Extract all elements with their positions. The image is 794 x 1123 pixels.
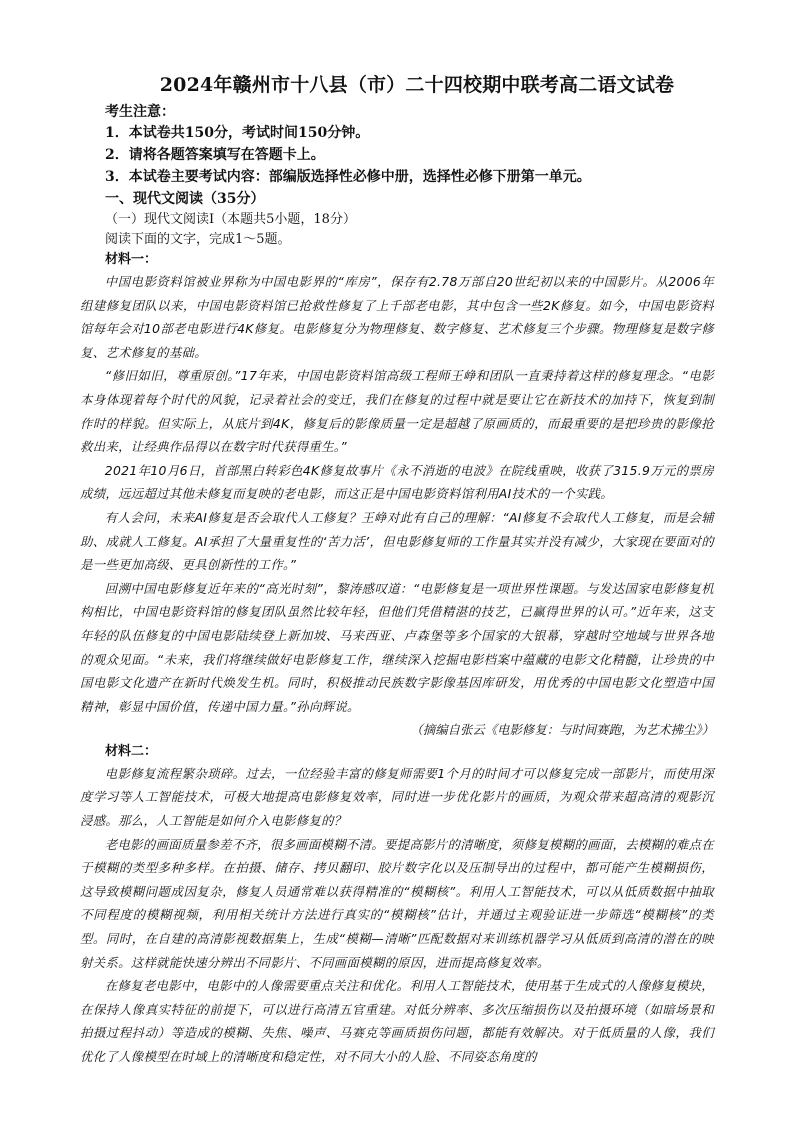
paragraph: 老电影的画面质量参差不齐，很多画面模糊不清。要提高影片的清晰度，须修复模糊的画面，去模糊的难点在于模糊的类型多种多样。在拍摄、储存、拷贝翻印、胶片数字化以及压制导出的过程中，都可能产生模糊损伤，这导致模糊问题成因复杂，修复人员通常难以获得精准的“模糊核”。利用人工智能技术，可以从低质数据中抽取不同程度的模糊视频，利用相关统计方法进行真实的“模糊核”估计，并通过主观验证进一步筛选“模糊核”的类型。同时，在自建的高清影视数据集上，生成“模糊—清晰”匹配数据对来训练机器学习从低质到高清的潜在的映射关系。这样就能快速分辨出不同影片、不同画面模糊的原因，进而提高修复效率。 [80, 836, 714, 970]
paragraph: 2021年10月6日，首部黑白转彩色4K修复故事片《永不消逝的电波》在院线重映，收获了315.9万元的票房成绩，远远超过其他未修复而复映的老电影，而这正是中国电影资料馆利用AI技术的一个实践。 [80, 462, 714, 502]
subsection-heading: （一）现代文阅读Ⅰ（本题共5小题，18分） [105, 212, 356, 227]
paragraph: 有人会问，未来AI修复是否会取代人工修复？王峥对此有自己的理解：“AI修复不会取代人工修复，而是会辅助、成就人工修复。AI承担了大量重复性的‘苦力活’，但电影修复师的工作量其实并没有减少，大家现在要面对的是一些更加高级、更具创新性的工作。” [80, 509, 714, 573]
exam-title: 2024年赣州市十八县（市）二十四校期中联考高二语文试卷 [159, 74, 675, 96]
notice-item: 1．本试卷共150分，考试时间150分钟。 [105, 125, 370, 141]
paragraph: “修旧如旧，尊重原创。”17年来，中国电影资料馆高级工程师王峥和团队一直秉持着这样的修复理念。“电影本身体现着每个时代的风貌，记录着社会的变迁，我们在修复的过程中就是要让它在新技术的加持下，恢复到制作时的样貌。但实际上，从底片到4K，修复后的影像质量一定是超越了原画质的，而最重要的是把珍贵的影像抢救出来，让经典作品得以在数字时代获得重生。” [80, 368, 714, 455]
paragraph: 在修复老电影中，电影中的人像需要重点关注和优化。利用人工智能技术，使用基于生成式的人像修复模块，在保持人像真实特征的前提下，可以进行高清五官重建。对低分辨率、多次压缩损伤以及拍摄环境（如暗场景和拍摄过程抖动）等造成的模糊、失焦、噪声、马赛克等画质损伤问题，都能有效解决。对于低质量的人像，我们优化了人像模型在时域上的清晰度和稳定性，对不同大小的人脸、不同姿态角度的 [80, 978, 714, 1064]
notice-heading: 考生注意： [105, 104, 175, 120]
material-heading: 材料二： [105, 743, 158, 759]
material-heading: 材料一： [105, 252, 158, 267]
notice-item: 3．本试卷主要考试内容：部编版选择性必修中册，选择性必修下册第一单元。 [105, 169, 591, 185]
paragraph: 回溯中国电影修复近年来的“高光时刻”，黎涛感叹道：“电影修复是一项世界性课题。与发达国家电影修复机构相比，中国电影资料馆的修复团队虽然比较年轻，但他们凭借精湛的技艺，已赢得世界的认可。”近年来，这支年轻的队伍修复的中国电影陆续登上新加坡、马来西亚、卢森堡等多个国家的大银幕，穿越时空地域与世界各地的观众见面。“未来，我们将继续做好电影修复工作，继续深入挖掘电影档案中蕴藏的电影文化精髓，让珍贵的中国电影文化遗产在新时代焕发生机。同时，积极推动民族数字影像基因库研发，用优秀的中国电影文化塑造中国精神，彰显中国价值，传递中国力量。”孙向辉说。 [80, 580, 714, 714]
notice-item: 2．请将各题答案填写在答题卡上。 [105, 147, 325, 163]
paragraph: 电影修复流程繁杂琐碎。过去，一位经验丰富的修复师需要1个月的时间才可以修复完成一部影片，而使用深度学习等人工智能技术，可极大地提高电影修复效率，同时进一步优化影片的画质，为观众带来超高清的观影沉浸感。那么，人工智能是如何介入电影修复的？ [80, 765, 714, 829]
reading-instruction: 阅读下面的文字，完成1～5题。 [105, 232, 291, 247]
source-citation: （摘编自张云《电影修复：与时间赛跑，为艺术拂尘》） [410, 722, 714, 738]
paragraph: 中国电影资料馆被业界称为中国电影界的“库房”，保存有2.78万部自20世纪初以来的中国影片。从2006年组建修复团队以来，中国电影资料馆已抢救性修复了上千部老电影，其中包含一些2K修复。如今，中国电影资料馆每年会对10部老电影进行4K修复。电影修复分为物理修复、数字修复、艺术修复三个步骤。物理修复是数字修复、艺术修复的基础。 [80, 274, 714, 360]
section-heading: 一、现代文阅读（35分） [105, 191, 265, 207]
